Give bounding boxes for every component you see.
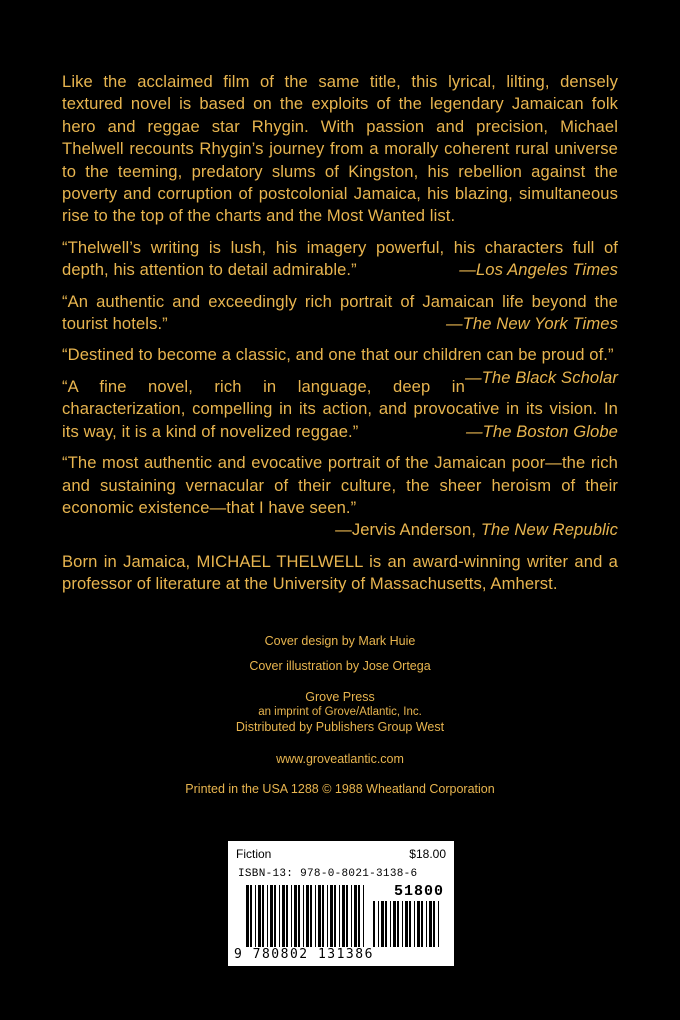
distributor: Distributed by Publishers Group West (235, 720, 445, 734)
barcode-bar (274, 885, 276, 947)
quote-source: —Los Angeles Times (459, 260, 618, 280)
barcode-bar (330, 885, 333, 947)
quote-source: —The New York Times (445, 314, 618, 334)
barcode-bar (255, 885, 256, 947)
barcode-bar (351, 885, 352, 947)
barcode-bar (282, 885, 285, 947)
barcode-bar (346, 885, 348, 947)
barcode-bar (339, 885, 340, 947)
publisher-name: Grove Press (305, 690, 375, 704)
barcode-bar (306, 885, 309, 947)
barcode-bar (298, 885, 300, 947)
barcode-box (228, 841, 454, 966)
barcode-bar (358, 885, 360, 947)
barcode-bar (397, 901, 399, 947)
cover-illustration-credit: Cover illustration by Jose Ortega (249, 659, 431, 673)
printing-notice: Printed in the USA 1288 © 1988 Wheatland Corporation (185, 782, 495, 796)
barcode-bar (310, 885, 312, 947)
barcode-bar (294, 885, 297, 947)
quote-text: “The most authentic and evocative portrait of the Jamaican poor—the rich and sustaining vernacular of their culture, the sheer heroism of their economic existence—that I have seen.” (62, 453, 618, 517)
cover-design-credit: Cover design by Mark Huie (264, 634, 416, 648)
barcode-bar (390, 901, 391, 947)
quote-source: —The Black Scholar (464, 367, 618, 387)
barcode-bar (303, 885, 304, 947)
barcode-bar (318, 885, 321, 947)
barcode-bar (385, 901, 387, 947)
barcode-bar (322, 885, 324, 947)
barcode-bar (279, 885, 280, 947)
barcode-bar (402, 901, 403, 947)
price-label: $18.00 (409, 847, 446, 861)
barcode-bar (286, 885, 288, 947)
barcode-bar (373, 901, 375, 947)
description: Like the acclaimed film of the same title, this lyrical, lilting, densely textured novel is based on the exploits of the legendary Jamaican folk hero and reggae star Rhygin. With passion and precision, Michael Thelwell recounts Rhygin’s journey from a morally coherent rural universe to the teeming, predatory slums of Kingston, his rebellion against the poverty and corruption of postcolonial Jamaica, his blazing, simultaneous rise to the top of the charts and the Most Wanted list. (62, 72, 618, 226)
barcode-bar (291, 885, 292, 947)
barcode-bar (334, 885, 336, 947)
review-quote (62, 452, 618, 542)
price-barcode (373, 901, 443, 947)
barcode-bar (270, 885, 273, 947)
website: www.groveatlantic.com (276, 752, 404, 766)
back-cover-text (62, 71, 618, 605)
review-quote (62, 237, 618, 282)
category-label: Fiction (236, 847, 272, 861)
barcode-bar (414, 901, 415, 947)
barcode-bar (433, 901, 435, 947)
quote-source: —The Boston Globe (465, 421, 618, 441)
barcode-bar (378, 901, 379, 947)
quote-source (62, 519, 618, 541)
barcode-bar (429, 901, 432, 947)
barcode-header (236, 847, 446, 861)
barcode-bar (421, 901, 423, 947)
ean-barcode (246, 885, 366, 947)
barcode-bar (417, 901, 420, 947)
quote-text: “A fine novel, rich in language, deep in characterization, compelling in its action, and provocative in its vision. In its way, it is a kind of novelized reggae.” (62, 376, 618, 441)
review-quote (62, 291, 618, 336)
barcode-bar (354, 885, 357, 947)
barcode-bar (267, 885, 268, 947)
quote-text: “An authentic and exceedingly rich portrait of Jamaican life beyond the tourist hotels.” (62, 291, 618, 334)
quote-text: “Thelwell’s writing is lush, his imagery powerful, his characters full of depth, his attention to detail admirable.” (62, 237, 618, 280)
quote-text: “Destined to become a classic, and one that our children can be proud of.” (62, 345, 614, 365)
barcode-digits: 9 780802 131386 (234, 947, 374, 962)
barcode-bar (393, 901, 396, 947)
barcode-bar (315, 885, 316, 947)
barcode-bar (262, 885, 264, 947)
barcode-bar (246, 885, 249, 947)
author-bio: Born in Jamaica, MICHAEL THELWELL is an award-winning writer and a professor of literature at the University of Massachusetts, Amherst. (62, 551, 618, 594)
price-code: 51800 (393, 883, 444, 900)
barcode-bar (405, 901, 408, 947)
quote-source-name: —Jervis Anderson, (335, 520, 477, 540)
barcode-bar (363, 885, 364, 947)
barcode-bar (381, 901, 384, 947)
barcode-bar (342, 885, 345, 947)
barcode-bar (426, 901, 427, 947)
barcode-bar (327, 885, 328, 947)
barcode-bar (409, 901, 411, 947)
barcode-bar (438, 901, 439, 947)
barcode-bar (250, 885, 252, 947)
quote-source-publication: The New Republic (480, 520, 618, 540)
publisher-imprint: an imprint of Grove/Atlantic, Inc. (258, 706, 422, 718)
review-quote (62, 344, 618, 387)
isbn-text: ISBN-13: 978-0-8021-3138-6 (238, 868, 418, 880)
barcode-bar (258, 885, 261, 947)
